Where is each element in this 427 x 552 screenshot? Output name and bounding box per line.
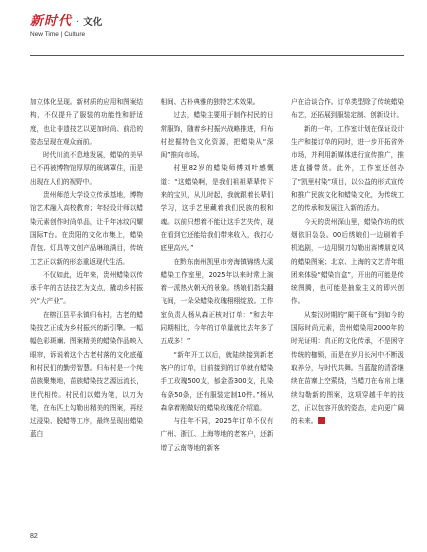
header-logo: [30, 10, 410, 29]
paragraph: 在黔东南州凯里市旁海镇锦绣大溪蜡染工作室里，2025年以来时常上演着一派热火朝天的景象。绣娘们指尖翻飞间，一朵朵蜡染玫瑰栩栩绽放。工作室负责人杨从森正核对订单：“和去年同期相比，今年的订单量就比去年多了五成多！”: [160, 257, 274, 346]
paragraph: 不仅如此，近年来，贵州蜡染以传承千年的古法技艺为支点，撬动乡村振兴“大产业”。: [30, 270, 143, 306]
page-header: [30, 10, 410, 38]
paragraph: 相间、古朴典雅的独特艺术效果。: [160, 98, 260, 106]
header-separator: ·: [76, 17, 80, 28]
section-title: 文化: [83, 17, 103, 28]
text-column-3: [291, 96, 404, 455]
header-divider: [30, 55, 404, 56]
paragraph: 新的一年，工作室计划在保证设计生产和接订单的同时，进一步开拓省外市场，并利用新媒体进行宣传推广，推进直播带货。此外，工作室还创办了“凯里村染”项目，以公益的形式宣传和推广民族文化和蜡染文化，为传统工艺的传承和发展注入新的活力。: [291, 124, 404, 213]
paragraph: 时代川流不息地发展，蜡染的美早已不再被博物馆厚厚的玻璃罩住，而是出现在人们的视野中。: [30, 151, 143, 186]
text-column-2: [161, 96, 274, 455]
paragraph: 过去，蜡染主要用于制作村民的日常服饰，随着乡村振兴战略推进，归布村挖掘特色文化资源，把蜡染从“深闺”推向市场。: [160, 111, 274, 160]
paragraph: “新年开工以后，就陆续接到新老客户的订单，目前接到的订单就有蜡染手工玫瑰500支，郁金香300支，扎染布条50条，还有服装定制10件。”杨从森拿着刚做好的蜡染玫瑰花介绍道。: [160, 350, 274, 412]
paragraph: 今天的贵州深山里，蜡染作坊的炊烟依旧袅袅。00后绣娘们一边刷着手机追剧，一边用铜刀勾勒出赛博朋克风的蜡染图案；北京、上海的文艺青年组团来体验“蜡染盲盒”，开出的可能是传统图腾，也可能是抽象主义的即兴创作。: [291, 217, 404, 306]
paragraph: 村里82岁的蜡染师傅刘叶感慨道：“这蜡染啊，是我们祖祖辈辈传下来的宝贝，从儿时起，我就跟着长辈们学习，这手艺里藏着我们民族的根和魂。以前只想着不能让这手艺失传，现在看到它还能给我们带来收入，我打心底里高兴。”: [160, 164, 274, 253]
text-column-1: [30, 96, 143, 455]
paragraph: 加立体化呈现。新材质的应用和图案结构，不仅提升了服装的功能性和舒适度，也让非遗技艺以更加时尚、前沿的姿态呈现在观众面前。: [30, 98, 143, 146]
brand-logo-text: 新时代: [30, 14, 73, 29]
article-body: [30, 96, 404, 455]
end-of-article-mark: [318, 417, 325, 424]
page-number: 82: [30, 533, 38, 540]
section-subtitle: New Time | Culture: [30, 31, 86, 38]
paragraph: 贵州师范大学设立传承基地，博物馆艺术融入高校教育；年轻设计师以蜡染元素创作时尚单品，让千年冰纹闪耀国际T台。在贵阳的文化市集上，蜡染背包、灯具等文创产品琳琅满目，传统工艺正以新的形态重返现代生活。: [30, 191, 143, 266]
paragraph: 在榕江县平永镇归布村，古老的蜡染技艺正成为乡村振兴的新引擎。一幅幅色彩斑斓、图案精美的蜡染作品映入眼帘，诉说着这个古老村落的文化底蕴和村民们的勤劳智慧。归布村是一个纯苗族聚集地，苗族蜡染技艺源远流长，世代相传。村民们以蜡为笔，以刀为笔，在布匹上勾勒出精美的图案，再经过浸染、脱蜡等工序，最终呈现出蜡染蓝白: [30, 310, 143, 439]
paragraph: 户在洽谈合作。订单类型除了传统蜡染布艺，还拓展到服装定制、创新设计。: [291, 98, 404, 120]
paragraph: 与往年不同，2025年订单不仅有广州、浙江、上海等地的老客户，还新增了云南等地的新客: [160, 417, 274, 452]
paragraph: 从秦汉时期的“阑干斑布”到如今的国际时尚元素，贵州蜡染用2000年的时光证明：真正的文化传承，不是困守传统的枷锁，而是在岁月长河中不断汲取养分，与时代共舞。当蓝靛的清香继续在苗寨上空萦绕，当蜡刀在布帛上继续勾勒新的图案，这项穿越千年的技艺，正以包容开放的姿态，走向更广阔的未来。: [291, 310, 404, 426]
